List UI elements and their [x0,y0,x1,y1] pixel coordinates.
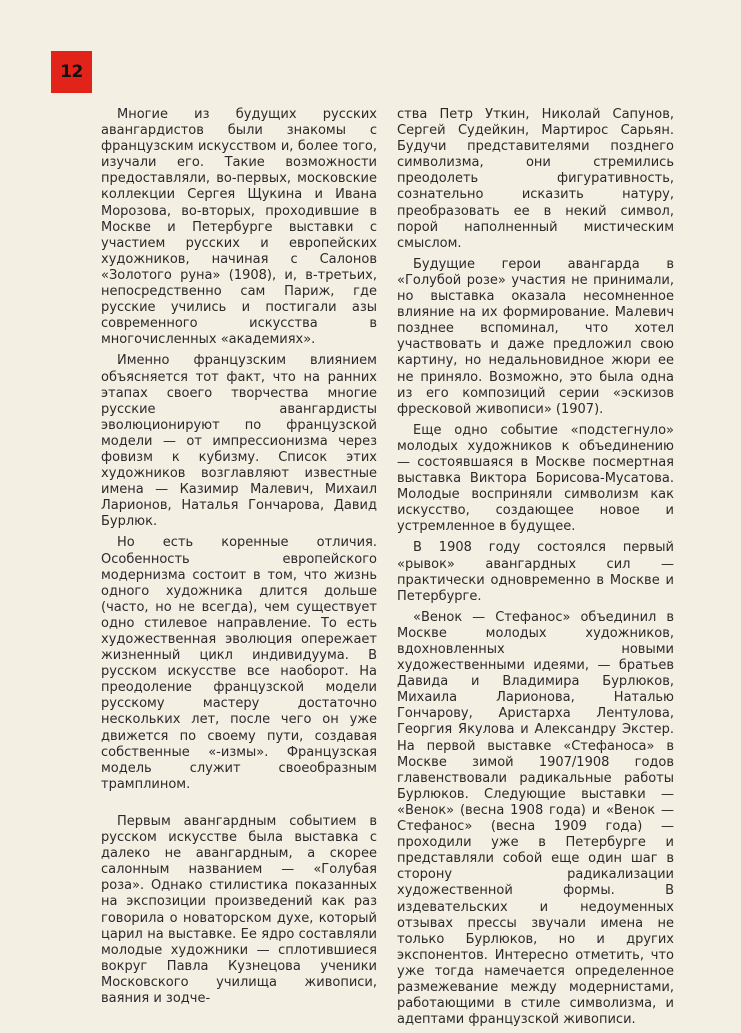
paragraph: ства Петр Уткин, Николай Сапунов, Сергей Судейкин, Мартирос Сарьян. Будучи представителями позднего символизма, они стремились преодолеть фигуративность, сознательно исказить натуру, преобразовать ее в некий символ, порой наполненный мистическим смыслом. [397,107,674,251]
paragraph: Но есть коренные отличия. Особенность европейского модернизма состоит в том, что жизнь одного художника длится дольше (часто, но не всегда), чем существует одно стилевое направление. То есть художественная эволюция опережает жизненный цикл индивидуума. В русском искусстве все наоборот. На преодоление французской модели русскому мастеру достаточно нескольких лет, после чего он уже движется по своему пути, создавая собственные «-измы». Французская модель служит своеобразным трамплином. [101,535,377,792]
right-column [397,107,674,1033]
paragraph: Именно французским влиянием объясняется тот факт, что на ранних этапах своего творчества многие русские авангардисты эволюционируют по французской модели — от импрессионизма через фовизм к кубизму. Список этих художников возглавляют известные имена — Казимир Малевич, Михаил Ларионов, Наталья Гончарова, Давид Бурлюк. [101,353,377,530]
page-number: 12 [51,51,92,93]
paragraph: Первым авангардным событием в русском искусстве была выставка с далеко не авангардным, а скорее салонным названием — «Голубая роза». Однако стилистика показанных на экспозиции произведений как раз говорила о новаторском духе, который царил на выставке. Ее ядро составляли молодые художники — сплотившиеся вокруг Павла Кузнецова ученики Московского училища живописи, ваяния и зодче- [101,813,377,1006]
paragraph: «Венок — Стефанос» объединил в Москве молодых художников, вдохновленных новыми художественными идеями, — братьев Давида и Владимира Бурлюков, Михаила Ларионова, Наталью Гончарову, Аристарха Лентулова, Георгия Якулова и Александру Экстер. На первой выставке «Стефаноса» в Москве зимой 1907/1908 годов главенствовали радикальные работы Бурлюков. Следующие выставки — «Венок» (весна 1908 года) и «Венок — Стефанос» (весна 1909 года) — проходили уже в Петербурге и представляли собой еще один шаг в сторону радикализации художественной формы. В издевательских и недоуменных отзывах прессы звучали имена не только Бурлюков, но и других экспонентов. Интересно отметить, что уже тогда намечается определенное размежевание между модернистами, работающими в стиле символизма, и адептами французской живописи. [397,609,674,1028]
paragraph: Многие из будущих русских авангардистов были знакомы с французским искусством и, более того, изучали его. Такие возможности предоставляли, во-первых, московские коллекции Сергея Щукина и Ивана Морозова, во-вторых, проходившие в Москве и Петербурге выставки с участием русских и европейских художников, начиная с Салонов «Золотого руна» (1908), и, в-третьих, непосредственно сам Париж, где русские учились и постигали азы современного искусства в многочисленных «академиях». [101,107,377,348]
paragraph: В 1908 году состоялся первый «рывок» авангардных сил — практически одновременно в Москве и Петербурге. [397,540,674,604]
left-column [101,107,377,1012]
paragraph: Еще одно событие «подстегнуло» молодых художников к объединению — состоявшаяся в Москве посмертная выставка Виктора Борисова-Мусатова. Молодые восприняли символизм как искусство, создающее новое и устремленное в будущее. [397,422,674,535]
paragraph: Будущие герои авангарда в «Голубой розе» участия не принимали, но выставка оказала несомненное влияние на их формирование. Малевич позднее вспоминал, что хотел участвовать и даже предложил свою картину, но недальновидное жюри ее не приняло. Возможно, это была одна из его композиций серии «эскизов фресковой живописи» (1907). [397,256,674,417]
